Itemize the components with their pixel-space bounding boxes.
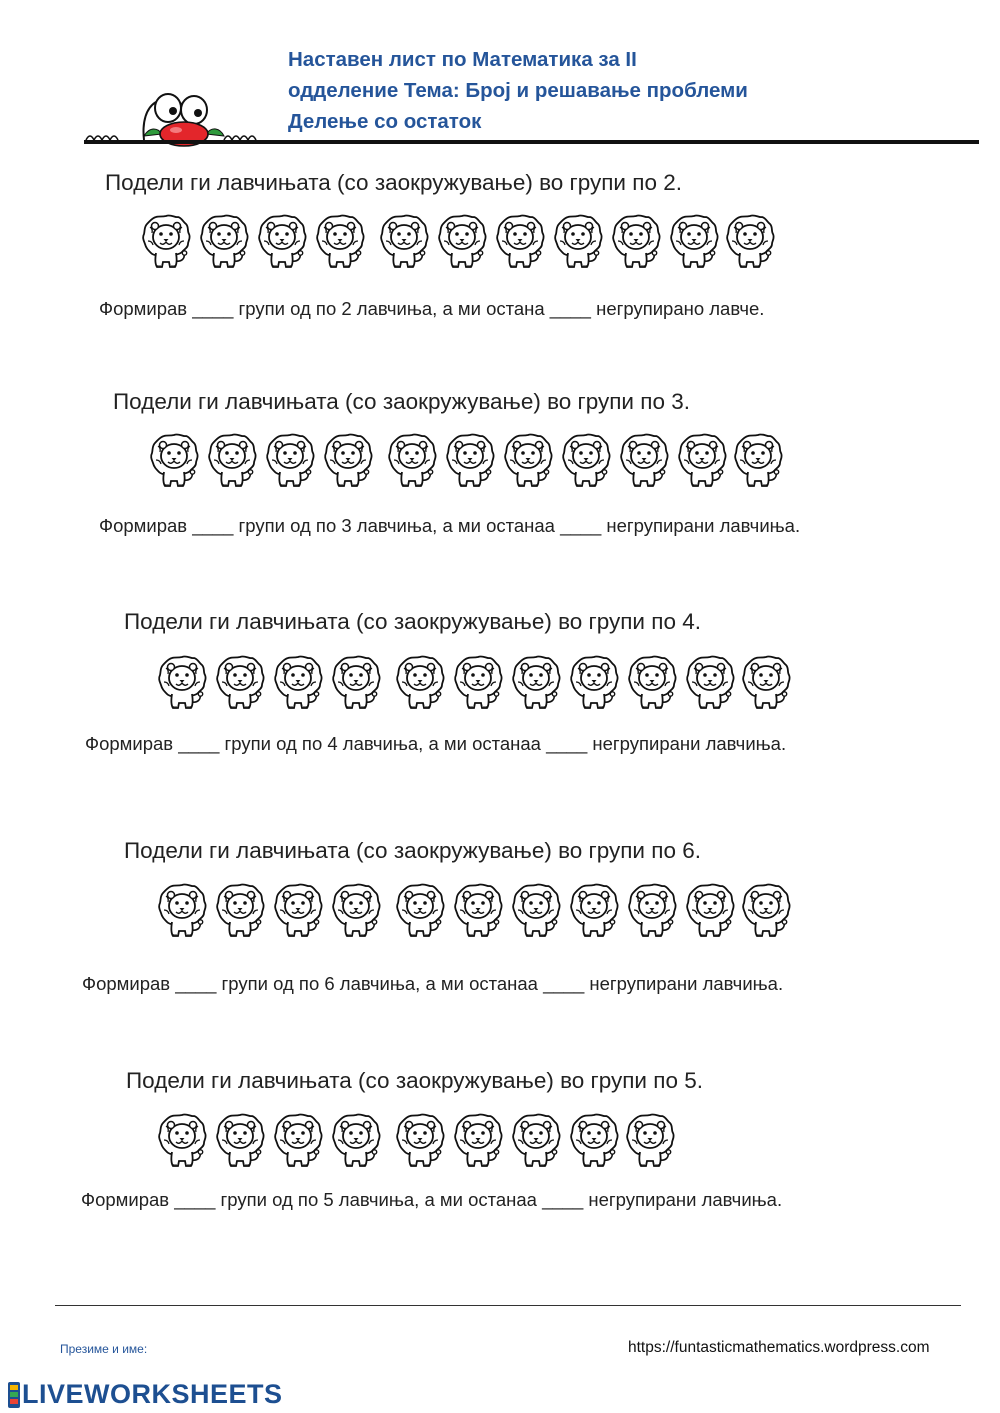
lion-cub-icon[interactable]	[272, 882, 324, 940]
lion-cub-icon[interactable]	[618, 432, 670, 490]
lion-cub-icon[interactable]	[668, 213, 720, 271]
lion-cub-icon[interactable]	[330, 1112, 382, 1170]
lion-cub-icon[interactable]	[732, 432, 784, 490]
lion-cub-icon[interactable]	[724, 213, 776, 271]
lion-cub-icon[interactable]	[626, 654, 678, 712]
lion-cub-icon[interactable]	[444, 432, 496, 490]
exercise-2-lion-row	[148, 432, 788, 492]
lion-cub-icon[interactable]	[676, 432, 728, 490]
lion-cub-icon[interactable]	[156, 882, 208, 940]
lion-cub-icon[interactable]	[684, 882, 736, 940]
lion-cub-icon[interactable]	[394, 882, 446, 940]
lion-cub-icon[interactable]	[256, 213, 308, 271]
lion-cub-icon[interactable]	[386, 432, 438, 490]
exercise-5-answer-sentence[interactable]: Формирав ____ групи од по 5 лавчиња, а ми останаа ____ негрупирани лавчиња.	[81, 1189, 783, 1210]
lion-cub-icon[interactable]	[568, 882, 620, 940]
source-url: https://funtasticmathematics.wordpress.com	[628, 1339, 930, 1356]
header-divider	[84, 140, 979, 144]
exercise-1-answer-sentence[interactable]: Формирав ____ групи од по 2 лавчиња, а ми остана ____ негрупирано лавче.	[99, 298, 765, 319]
lion-cub-icon[interactable]	[452, 882, 504, 940]
mascot-peeking-icon	[84, 86, 284, 148]
lion-cub-icon[interactable]	[624, 1112, 676, 1170]
lion-cub-icon[interactable]	[568, 1112, 620, 1170]
lion-cub-icon[interactable]	[684, 654, 736, 712]
lion-cub-icon[interactable]	[610, 213, 662, 271]
exercise-2-answer-sentence[interactable]: Формирав ____ групи од по 3 лавчиња, а ми останаа ____ негрупирани лавчиња.	[99, 515, 801, 536]
exercise-4-answer-sentence[interactable]: Формирав ____ групи од по 6 лавчиња, а ми останаа ____ негрупирани лавчиња.	[82, 973, 784, 994]
lion-cub-icon[interactable]	[214, 882, 266, 940]
exercise-3-lion-row	[156, 654, 796, 714]
exercise-5-instruction: Подели ги лавчињата (со заокружување) во групи по 5.	[126, 1068, 703, 1093]
student-name-label: Презиме и име:	[60, 1342, 148, 1356]
lion-cub-icon[interactable]	[214, 1112, 266, 1170]
lion-cub-icon[interactable]	[510, 882, 562, 940]
lion-cub-icon[interactable]	[140, 213, 192, 271]
lion-cub-icon[interactable]	[394, 654, 446, 712]
footer-divider	[55, 1305, 961, 1306]
lion-cub-icon[interactable]	[322, 432, 374, 490]
liveworksheets-wordmark: LIVEWORKSHEETS	[22, 1379, 283, 1409]
lion-cub-icon[interactable]	[626, 882, 678, 940]
lion-cub-icon[interactable]	[436, 213, 488, 271]
worksheet-title	[288, 44, 908, 137]
lion-cub-icon[interactable]	[148, 432, 200, 490]
exercise-4-instruction: Подели ги лавчињата (со заокружување) во групи по 6.	[124, 838, 701, 863]
title-line-1: Наставен лист по Математика за II	[288, 48, 637, 71]
exercise-1-lion-row	[140, 213, 780, 273]
lion-cub-icon[interactable]	[740, 654, 792, 712]
lion-cub-icon[interactable]	[502, 432, 554, 490]
lion-cub-icon[interactable]	[494, 213, 546, 271]
lion-cub-icon[interactable]	[214, 654, 266, 712]
lion-cub-icon[interactable]	[272, 654, 324, 712]
lion-cub-icon[interactable]	[314, 213, 366, 271]
lion-cub-icon[interactable]	[510, 654, 562, 712]
title-line-3: Делење со остаток	[288, 110, 482, 133]
lion-cub-icon[interactable]	[198, 213, 250, 271]
exercise-5-lion-row	[156, 1112, 696, 1172]
exercise-1-instruction: Подели ги лавчињата (со заокружување) во групи по 2.	[105, 170, 682, 195]
exercise-4-lion-row	[156, 882, 796, 942]
lion-cub-icon[interactable]	[330, 654, 382, 712]
lion-cub-icon[interactable]	[206, 432, 258, 490]
lion-cub-icon[interactable]	[394, 1112, 446, 1170]
exercise-2-instruction: Подели ги лавчињата (со заокружување) во групи по 3.	[113, 389, 690, 414]
lion-cub-icon[interactable]	[156, 1112, 208, 1170]
lion-cub-icon[interactable]	[330, 882, 382, 940]
lion-cub-icon[interactable]	[452, 1112, 504, 1170]
lion-cub-icon[interactable]	[378, 213, 430, 271]
lion-cub-icon[interactable]	[552, 213, 604, 271]
lion-cub-icon[interactable]	[452, 654, 504, 712]
lion-cub-icon[interactable]	[272, 1112, 324, 1170]
liveworksheets-badge-icon	[8, 1382, 20, 1408]
lion-cub-icon[interactable]	[560, 432, 612, 490]
lion-cub-icon[interactable]	[510, 1112, 562, 1170]
lion-cub-icon[interactable]	[156, 654, 208, 712]
lion-cub-icon[interactable]	[264, 432, 316, 490]
exercise-3-answer-sentence[interactable]: Формирав ____ групи од по 4 лавчиња, а ми останаа ____ негрупирани лавчиња.	[85, 733, 787, 754]
lion-cub-icon[interactable]	[568, 654, 620, 712]
lion-cub-icon[interactable]	[740, 882, 792, 940]
exercise-3-instruction: Подели ги лавчињата (со заокружување) во групи по 4.	[124, 609, 701, 634]
title-line-2: одделение Тема: Број и решавање проблеми	[288, 79, 748, 102]
